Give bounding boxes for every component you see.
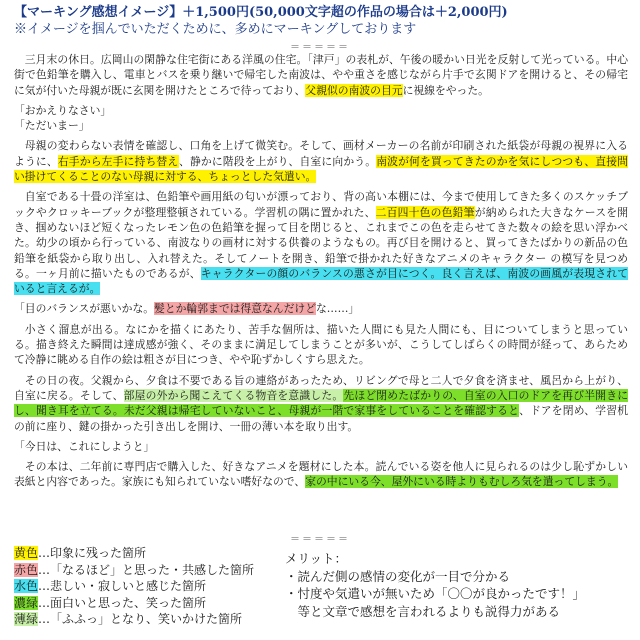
legend-desc-dark-green: …面白いと思った、笑った箇所 — [38, 595, 207, 610]
legend-row-dark-green — [14, 595, 314, 612]
legend-term-yellow: 黄色 — [14, 546, 39, 560]
p1-highlight-yellow: 父親似の南波の目元 — [305, 83, 403, 97]
color-legend — [14, 545, 314, 628]
p1-text-b: に視線をやった。 — [402, 83, 489, 97]
q3-text-b: な……」 — [316, 302, 360, 316]
p3-text-a: 自室である十畳の洋室は、色鉛筆や画用紙の匂いが漂っており、背の高い本棚には、今まで使用してきた多くのスケッチブックやクロッキーブックが整理整頓されている。学習机の隅に置かれた、 — [14, 190, 628, 219]
quote-2: 「ただいまー」 — [14, 119, 90, 133]
legend-row-yellow — [14, 545, 314, 562]
header-note: ※イメージを掴んでいただくために、多めにマーキングしております — [14, 22, 417, 37]
merit-line-1: ・読んだ側の感情の変化が一目で分かる — [285, 568, 511, 584]
p2-text-a: 母親の変わらない表情を確認し、口角を上げて微笑む。そして、画材メーカーの名前が印刷された紙袋が母親の視界に入るように、 — [14, 139, 628, 168]
merit-line-2: ・忖度や気遣いが無いため「〇〇が良かったです！」 — [285, 586, 586, 601]
p5-text-b: 、ドアを閉め、学習机の前に座り、鍵の掛かった引き出しを開け、一冊の薄い本を取り出す。 — [14, 404, 628, 433]
legend-term-red: 赤色 — [14, 562, 39, 577]
quote-1: 「おかえりなさい」 — [14, 103, 112, 117]
p2-highlight-yellow-1: 右手から左手に持ち替え — [57, 154, 179, 168]
separator-top: ＝＝＝＝＝ — [290, 42, 350, 53]
p3-highlight-yellow: 二百四十色の色鉛筆 — [375, 205, 475, 219]
p5-highlight-light-green: 部屋の外から聞こえてくる物音を意識した。 — [123, 388, 344, 402]
header-title-line — [14, 4, 630, 21]
merit-line-3: 等と文章で感想を言われるよりも説得力がある — [285, 603, 561, 619]
merit-box — [285, 550, 630, 620]
paragraph-5 — [14, 373, 628, 434]
paragraph-2 — [14, 138, 628, 184]
p5-highlight-dark-green: 先ほど閉めたばかりの、自室の入口のドアを再び半開きにし、聞き耳を立てる。未だ父親は帰宅していないこと、母親が一階で家事をしていることを確認すると — [14, 388, 628, 418]
separator-bottom: ＝＝＝＝＝ — [290, 534, 350, 545]
document-body — [14, 52, 628, 495]
p2-text-b: 、静かに階段を上がり、自室に向かう。 — [178, 154, 377, 168]
p2-highlight-yellow-2: 南波が何を買ってきたのかを気にしつつも、直接問い掛けてくることのない母親に対する、ちょっとした気遣い。 — [14, 154, 629, 184]
legend-term-light-green: 薄緑 — [14, 612, 39, 626]
quote-3 — [14, 301, 628, 316]
header-title: 【マーキング感想イメージ】 — [14, 5, 183, 20]
p3-highlight-cyan: キャラクターの顔のバランスの悪さが目につく。良く言えば、南波の画風が表現されていると言えるが。 — [14, 266, 628, 296]
paragraph-6 — [14, 459, 628, 490]
header — [14, 4, 630, 38]
p1-text-a: 三月末の休日。広岡山の閑静な住宅街にある洋風の住宅。「津戸」の表札が、午後の暖かい日光を反射して光っている。中心街で色鉛筆を購入し、電車とバスを乗り継いで帰宅した南波は、やや重さを感じながら片手で玄関ドアを開けると、その帰宅に気が付いた母親が既に玄関を開けたところで待っており、 — [14, 53, 628, 97]
legend-desc-light-green: …「ふふっ」となり、笑いかけた箇所 — [38, 612, 243, 626]
legend-desc-yellow: …印象に残った箇所 — [38, 546, 147, 560]
legend-row-cyan — [14, 578, 314, 595]
legend-term-cyan: 水色 — [14, 579, 39, 593]
p5-text-a: その日の夜。父親から、夕食は不要である旨の連絡があったため、リビングで母と二人で夕食を済ませ、風呂から上がり、自室に戻る。そして、 — [14, 373, 628, 402]
p6-highlight-dark-green: 家の中にいる今、屋外にいる時よりもむしろ気を遣ってしまう。 — [305, 475, 619, 489]
legend-term-dark-green: 濃緑 — [14, 595, 39, 610]
legend-row-red — [14, 562, 314, 579]
legend-desc-red: …「なるほど」と思った・共感した箇所 — [38, 562, 255, 577]
quote-4: 「今日は、これにしようと」 — [14, 439, 155, 453]
q3-highlight-red: 髪とか輪郭までは得意なんだけど — [154, 302, 316, 316]
p3-text-b: が納められた大きなケースを開き、掴めないほど短くなったレモン色の色鉛筆を握って目を閉じると、これまでこの色を走らせてきた数々の絵を思い浮かべた。幼少の頃から行っている、南波なりの画材に対する供養のようなもの。再び目を開けると、買ってきたばかりの新品の色鉛筆を紙袋から取り出し、入れ替えた。そしてノートを開き、鉛筆で掛かれた好きなアニメのキャラクター の模写を見つめる。一ヶ月前に描いたものであるが、 — [14, 205, 628, 280]
header-price: ＋1,500円(50,000文字超の作品の場合は＋2,000円) — [182, 5, 508, 20]
paragraph-4: 小さく溜息が出る。なにかを描くにあたり、苦手な個所は、描いた人間にも見た人間にも、目についてしまうと思っている。描き終えた瞬間は達成感が強く、そのままに満足してしまうことが多いが、こうしてしばらくの時間が経って、あらためて冷静に眺める自作の絵は粗さが目につき、やや恥ずかしくすら思えた。 — [14, 322, 628, 367]
merit-title: メリット： — [285, 551, 348, 566]
legend-desc-cyan: …悲しい・寂しいと感じた箇所 — [38, 579, 207, 593]
legend-row-light-green — [14, 611, 314, 628]
p6-text-a: その本は、二年前に専門店で購入した、好きなアニメを題材にした本。読んでいる姿を他人に見られるのは少し恥ずかしい表紙と内容であった。家族にも知られていない嗜好なので、 — [14, 460, 628, 489]
paragraph-3 — [14, 189, 628, 296]
paragraph-1 — [14, 52, 628, 98]
q3-text-a: 「目のバランスが悪いかな。 — [14, 302, 155, 316]
